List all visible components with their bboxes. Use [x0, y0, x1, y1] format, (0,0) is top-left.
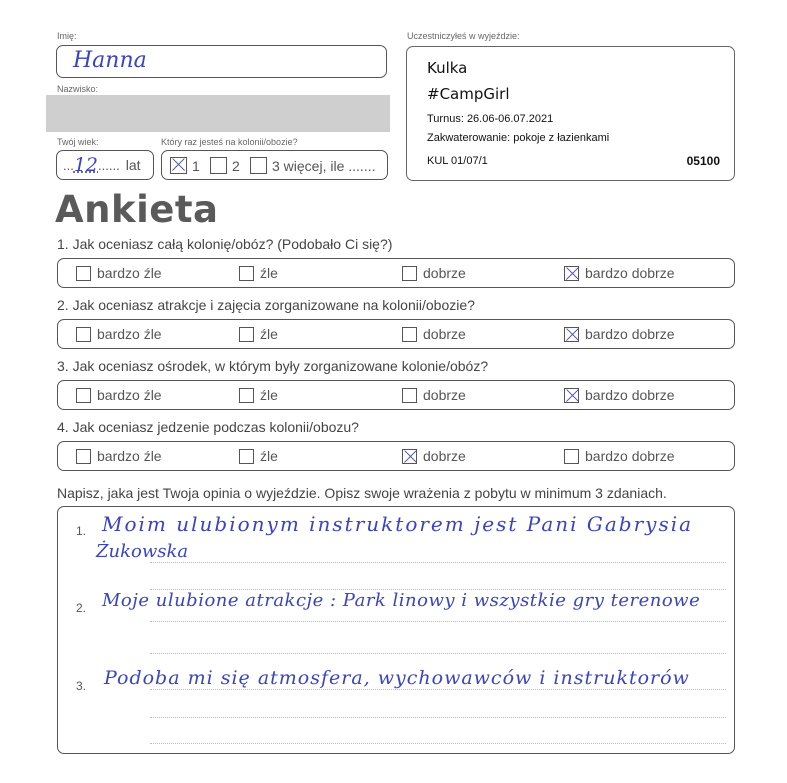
- trip-info-box: [406, 46, 735, 181]
- opinion-number-3: 3.: [76, 679, 87, 693]
- answer-very-good[interactable]: bardzo dobrze: [564, 448, 675, 464]
- dotted-line: [150, 689, 726, 690]
- answer-good[interactable]: dobrze: [402, 387, 466, 403]
- question-4-answers: [57, 441, 735, 471]
- checkbox[interactable]: [402, 327, 417, 342]
- opinion-line-1b: Żukowska: [96, 541, 189, 562]
- answer-good[interactable]: dobrze: [402, 448, 466, 464]
- checkbox[interactable]: [239, 388, 254, 403]
- age-dots-right: ......: [98, 157, 120, 173]
- last-name-redacted: [46, 95, 390, 132]
- checkbox[interactable]: [76, 266, 91, 281]
- which-time-option-3[interactable]: 3 więcej, ile .......: [250, 157, 375, 174]
- opinion-prompt: Napisz, jaka jest Twoja opinia o wyjeździe. Opisz swoje wrażenia z pobytu w minimum 3 zdaniach.: [57, 485, 667, 501]
- opinion-box[interactable]: [57, 506, 735, 754]
- checkbox[interactable]: [250, 157, 267, 174]
- which-time-option-1[interactable]: 1: [170, 157, 200, 174]
- checkbox[interactable]: [564, 449, 579, 464]
- checkbox[interactable]: [402, 266, 417, 281]
- checkbox[interactable]: [76, 449, 91, 464]
- checkbox[interactable]: [402, 388, 417, 403]
- trip-code: KUL 01/07/1: [427, 155, 488, 167]
- question-4-text: 4. Jak oceniasz jedzenie podczas kolonii/obozu?: [57, 419, 359, 435]
- answer-good[interactable]: dobrze: [402, 326, 466, 342]
- answer-bad[interactable]: źle: [239, 448, 278, 464]
- trip-tag: #CampGirl: [427, 85, 510, 103]
- checkbox[interactable]: [564, 388, 579, 403]
- dotted-line: [150, 621, 726, 622]
- age-value: 12: [73, 154, 99, 176]
- first-name-value: Hanna: [73, 48, 147, 73]
- checkbox[interactable]: [239, 327, 254, 342]
- question-2-text: 2. Jak oceniasz atrakcje i zajęcia zorganizowane na kolonii/obozie?: [57, 297, 475, 313]
- which-time-option-2[interactable]: 2: [210, 157, 240, 174]
- trip-number: 05100: [686, 154, 720, 168]
- opinion-line-1a: Moim ulubionym instruktorem jest Pani Gabrysia: [102, 512, 694, 536]
- age-dots-left: ...: [63, 157, 74, 173]
- question-2-answers: [57, 319, 735, 349]
- answer-bad[interactable]: źle: [239, 387, 278, 403]
- trip-name: Kulka: [427, 59, 468, 77]
- first-name-label: Imię:: [57, 31, 77, 41]
- answer-very-good[interactable]: bardzo dobrze: [564, 387, 675, 403]
- dotted-line: [150, 717, 726, 718]
- opinion-number-2: 2.: [76, 601, 87, 615]
- trip-accommodation: Zakwaterowanie: pokoje z łazienkami: [427, 132, 610, 144]
- age-label: Twój wiek:: [57, 137, 99, 147]
- answer-good[interactable]: dobrze: [402, 265, 466, 281]
- question-1-answers: [57, 258, 735, 288]
- answer-very-bad[interactable]: bardzo źle: [76, 265, 162, 281]
- dotted-line: [150, 653, 726, 654]
- checkbox[interactable]: [210, 157, 227, 174]
- opinion-number-1: 1.: [76, 524, 87, 538]
- page-title: Ankieta: [55, 188, 219, 231]
- question-3-text: 3. Jak oceniasz ośrodek, w którym były zorganizowane kolonie/obóz?: [57, 358, 489, 374]
- answer-very-good[interactable]: bardzo dobrze: [564, 326, 675, 342]
- opinion-line-3: Podoba mi się atmosfera, wychowawców i instruktorów: [104, 667, 690, 689]
- checkbox[interactable]: [170, 157, 187, 174]
- last-name-label: Nazwisko:: [57, 84, 99, 94]
- question-1-text: 1. Jak oceniasz całą kolonię/obóz? (Podobało Ci się?): [57, 236, 393, 252]
- first-name-field[interactable]: [56, 45, 387, 78]
- checkbox[interactable]: [239, 266, 254, 281]
- answer-bad[interactable]: źle: [239, 265, 278, 281]
- dotted-line: [150, 562, 726, 563]
- trip-label: Uczestniczyłeś w wyjeździe:: [407, 31, 520, 41]
- checkbox[interactable]: [564, 327, 579, 342]
- opinion-line-2: Moje ulubione atrakcje : Park linowy i wszystkie gry terenowe: [102, 590, 701, 611]
- answer-very-bad[interactable]: bardzo źle: [76, 326, 162, 342]
- which-time-field: [161, 150, 388, 180]
- trip-turnus: Turnus: 26.06-06.07.2021: [427, 113, 554, 125]
- checkbox[interactable]: [239, 449, 254, 464]
- checkbox[interactable]: [76, 388, 91, 403]
- checkbox[interactable]: [402, 449, 417, 464]
- answer-bad[interactable]: źle: [239, 326, 278, 342]
- checkbox[interactable]: [564, 266, 579, 281]
- age-field[interactable]: [56, 150, 154, 180]
- checkbox[interactable]: [76, 327, 91, 342]
- answer-very-bad[interactable]: bardzo źle: [76, 387, 162, 403]
- dotted-line: [150, 743, 726, 744]
- age-unit: lat: [125, 157, 141, 173]
- answer-very-good[interactable]: bardzo dobrze: [564, 265, 675, 281]
- answer-very-bad[interactable]: bardzo źle: [76, 448, 162, 464]
- question-3-answers: [57, 380, 735, 410]
- which-time-label: Który raz jesteś na kolonii/obozie?: [161, 137, 298, 147]
